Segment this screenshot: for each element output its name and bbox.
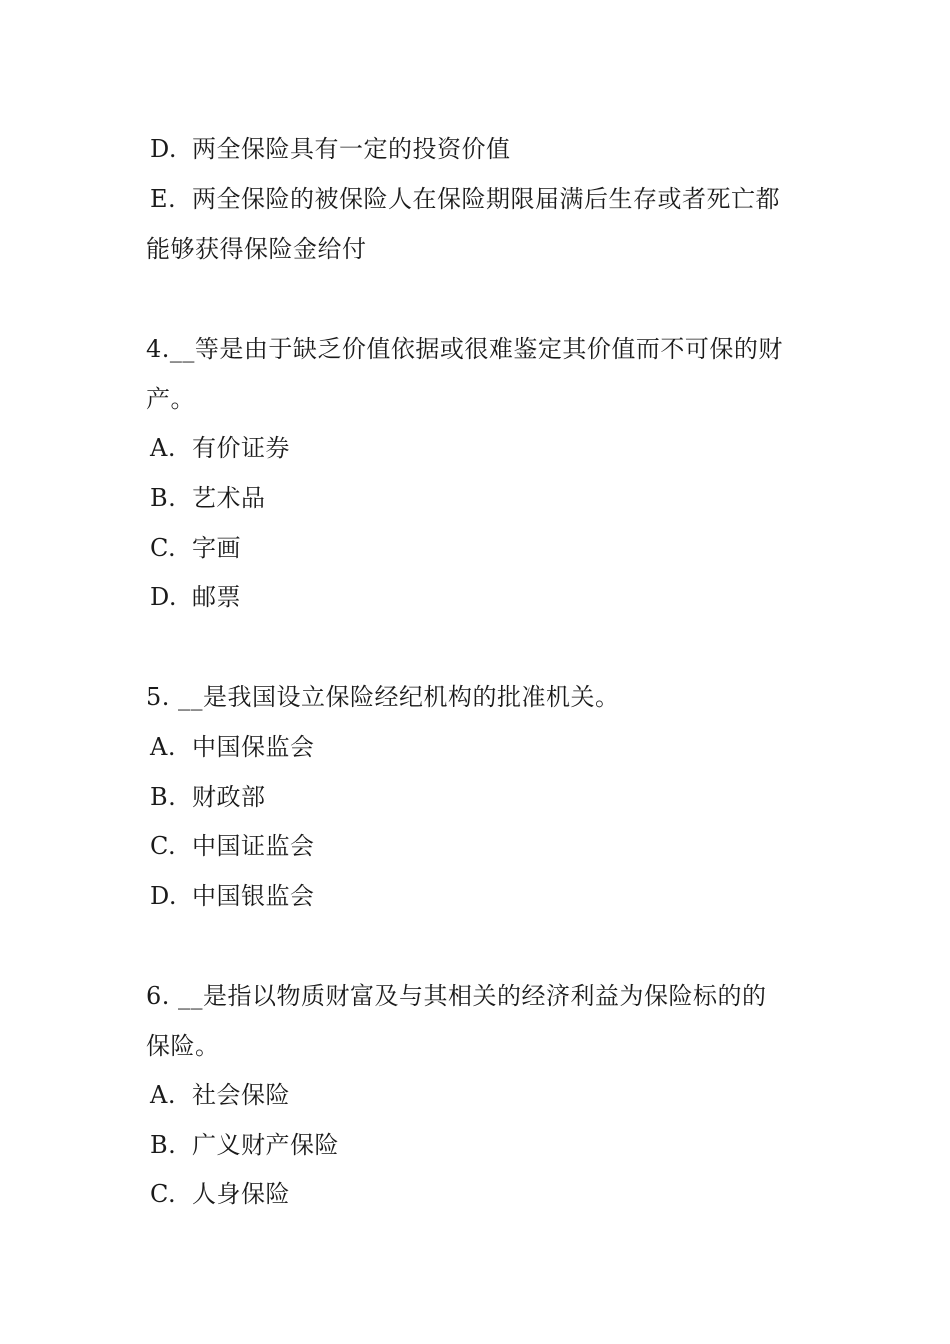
question-5-stem: 5. __是我国设立保险经纪机构的批准机关。 xyxy=(146,683,620,711)
option-c xyxy=(150,831,315,861)
question-6-stem-continuation: 保险。 xyxy=(146,1032,220,1060)
option-b xyxy=(150,483,266,513)
option-letter: A. xyxy=(150,733,176,761)
option-letter: A. xyxy=(150,1081,176,1109)
option-e xyxy=(150,184,780,214)
option-letter: B. xyxy=(150,783,177,811)
option-b xyxy=(150,1130,339,1160)
option-text: 社会保险 xyxy=(192,1081,290,1109)
option-text: 两全保险具有一定的投资价值 xyxy=(192,135,511,163)
question-4-stem-continuation: 产。 xyxy=(146,385,195,413)
question-6-stem: 6. __是指以物质财富及与其相关的经济利益为保险标的的 xyxy=(146,982,767,1010)
option-letter: D. xyxy=(150,882,178,910)
option-text: 有价证券 xyxy=(192,434,290,462)
option-letter: E. xyxy=(150,185,177,213)
option-b xyxy=(150,782,266,812)
option-text: 中国保监会 xyxy=(192,733,315,761)
option-text: 艺术品 xyxy=(192,484,266,512)
option-letter: C. xyxy=(150,832,177,860)
option-d xyxy=(150,881,315,911)
option-text: 中国证监会 xyxy=(192,832,315,860)
option-text: 邮票 xyxy=(192,583,241,611)
option-a xyxy=(150,433,290,463)
option-c xyxy=(150,1179,290,1209)
option-a xyxy=(150,732,315,762)
option-text: 中国银监会 xyxy=(192,882,315,910)
option-letter: D. xyxy=(150,583,178,611)
question-4-stem: 4.__等是由于缺乏价值依据或很难鉴定其价值而不可保的财 xyxy=(146,335,783,363)
option-a xyxy=(150,1080,290,1110)
option-letter: C. xyxy=(150,534,177,562)
option-continuation: 能够获得保险金给付 xyxy=(146,235,367,263)
option-text: 财政部 xyxy=(192,783,266,811)
option-letter: C. xyxy=(150,1180,177,1208)
option-letter: B. xyxy=(150,484,177,512)
option-d xyxy=(150,582,241,612)
option-letter: B. xyxy=(150,1131,177,1159)
option-letter: A. xyxy=(150,434,176,462)
option-text: 字画 xyxy=(192,534,241,562)
option-c xyxy=(150,533,241,563)
option-text: 广义财产保险 xyxy=(192,1131,339,1159)
option-letter: D. xyxy=(150,135,178,163)
option-text: 两全保险的被保险人在保险期限届满后生存或者死亡都 xyxy=(192,185,780,213)
option-text: 人身保险 xyxy=(192,1180,290,1208)
option-d xyxy=(150,134,511,164)
